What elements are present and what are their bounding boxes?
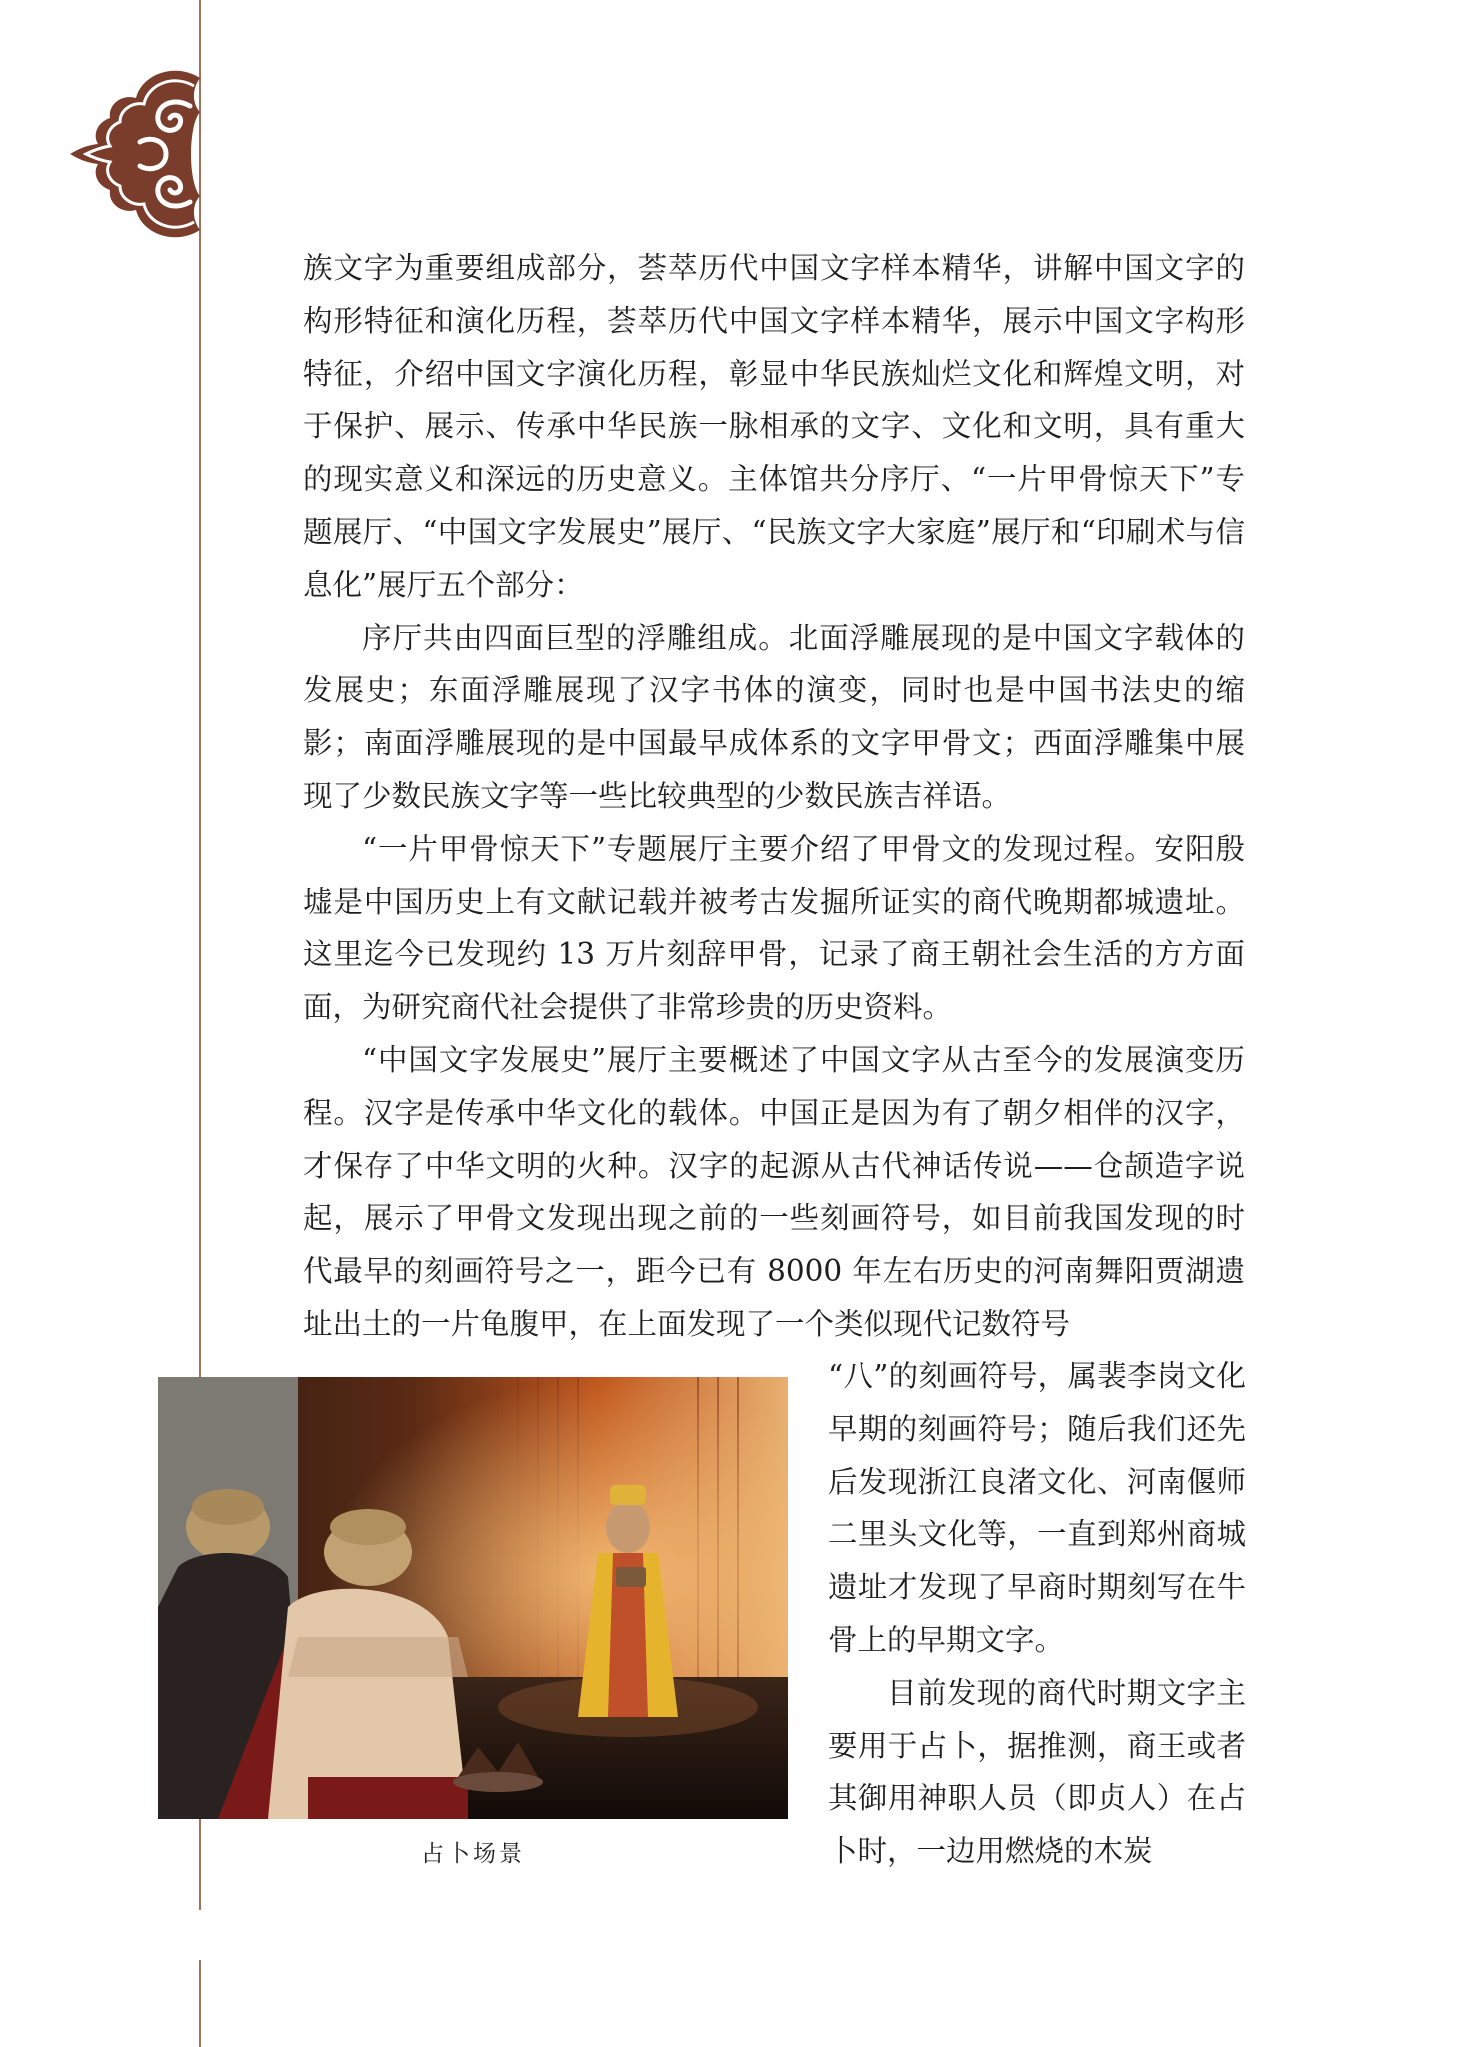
paragraph: “中国文字发展史”展厅主要概述了中国文字从古至今的发展演变历程。汉字是传承中华文化的载体。中国正是因为有了朝夕相伴的汉字，才保存了中华文明的火种。汉字的起源从古代神话传说——仓颉造字说起，展示了甲骨文发现出现之前的一些刻画符号，如目前我国发现的时代最早的刻画符号之一，距今已有 8000 年左右历史的河南舞阳贾湖遗址出土的一片龟腹甲，在上面发现了一个类似现代记数符号: [303, 1042, 1245, 1341]
side-text-column: [828, 1350, 1246, 1878]
paragraph: “八”的刻画符号，属裴李岗文化早期的刻画符号；随后我们还先后发现浙江良渚文化、河南偃师二里头文化等，一直到郑州商城遗址才发现了早商时期刻写在牛骨上的早期文字。: [828, 1359, 1246, 1657]
paragraph: 序厅共由四面巨型的浮雕组成。北面浮雕展现的是中国文字载体的发展史；东面浮雕展现了汉字书体的演变，同时也是中国书法史的缩影；南面浮雕展现的是中国最早成体系的文字甲骨文；西面浮雕集中展现了少数民族文字等一些比较典型的少数民族吉祥语。: [303, 620, 1245, 813]
cloud-ornament-icon: [70, 66, 206, 242]
paragraph: 族文字为重要组成部分，荟萃历代中国文字样本精华，讲解中国文字的构形特征和演化历程，荟萃历代中国文字样本精华，展示中国文字构形特征，介绍中国文字演化历程，彰显中华民族灿烂文化和辉煌文明，对于保护、展示、传承中华民族一脉相承的文字、文化和文明，具有重大的现实意义和深远的历史意义。主体馆共分序厅、“一片甲骨惊天下”专题展厅、“中国文字发展史”展厅、“民族文字大家庭”展厅和“印刷术与信息化”展厅五个部分：: [303, 251, 1245, 602]
divination-scene-photo: [158, 1377, 788, 1819]
photo-illustration: [158, 1377, 788, 1819]
paragraph: “一片甲骨惊天下”专题展厅主要介绍了甲骨文的发现过程。安阳殷墟是中国历史上有文献记载并被考古发掘所证实的商代晚期都城遗址。这里迄今已发现约 13 万片刻辞甲骨，记录了商王朝社会生活的方方面面，为研究商代社会提供了非常珍贵的历史资料。: [303, 831, 1245, 1025]
paragraph: 目前发现的商代时期文字主要用于占卜，据推测，商王或者其御用神职人员（即贞人）在占卜时，一边用燃烧的木炭: [828, 1675, 1246, 1869]
main-text-column: [303, 242, 1245, 1351]
figure-caption: 占卜场景: [421, 1841, 525, 1867]
margin-rule-lower: [199, 1960, 201, 2047]
